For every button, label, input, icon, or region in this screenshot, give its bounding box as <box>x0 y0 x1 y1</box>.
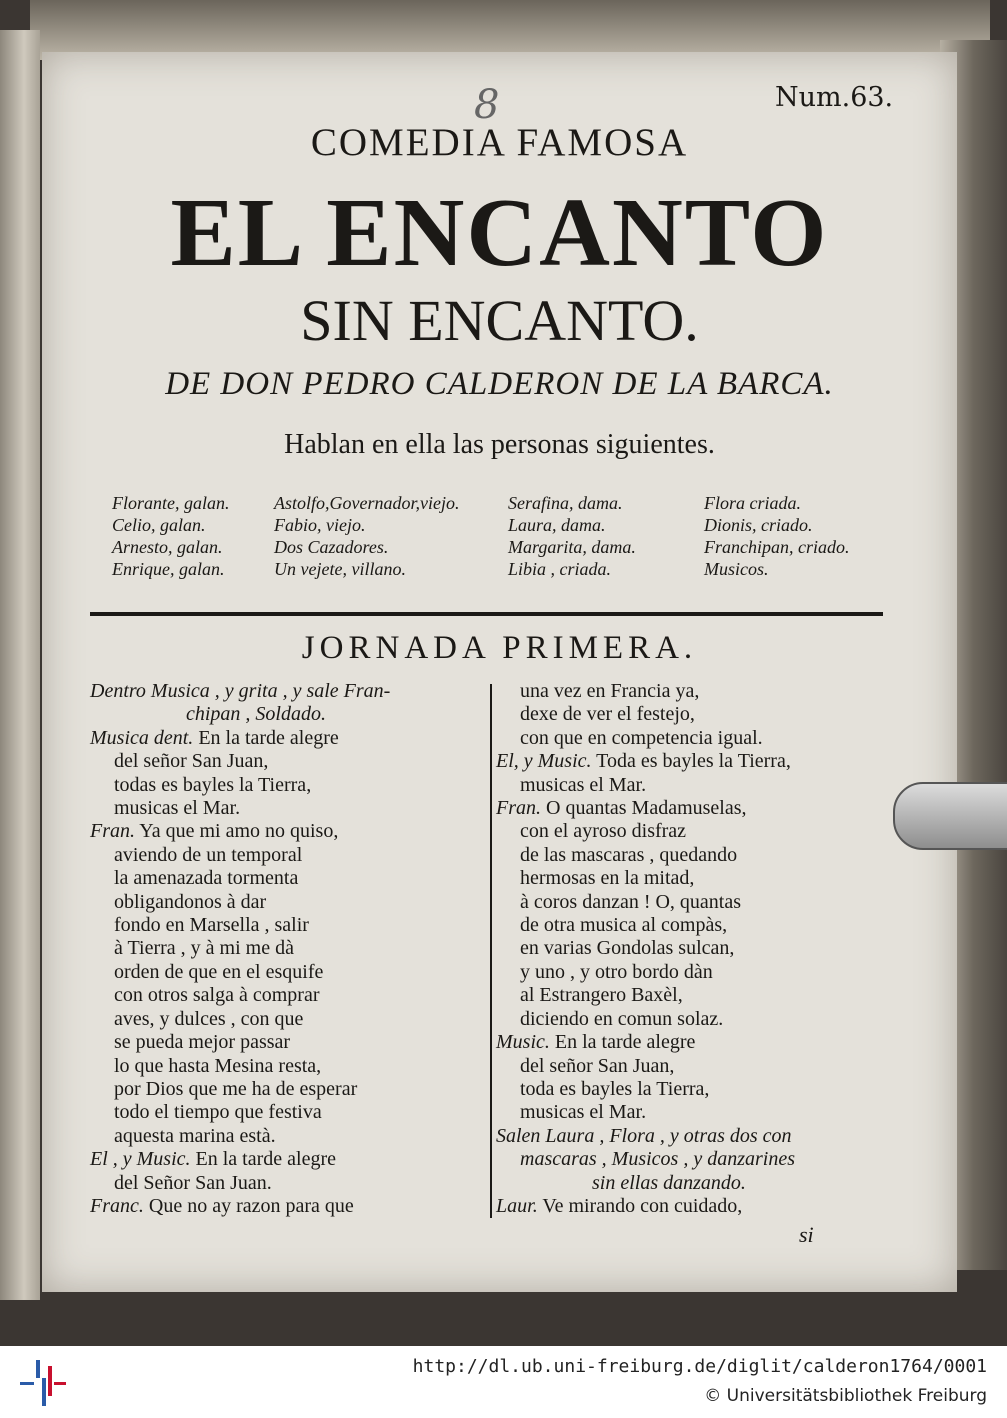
speaker-label: Musica dent. <box>90 726 194 749</box>
speaker-label: Dentro Musica , y grita , y sale Fran- <box>90 680 391 702</box>
verse-text: hermosas en la mitad, <box>520 867 695 890</box>
text-column-right <box>496 680 856 1218</box>
verse-text: En la tarde alegre <box>549 1031 696 1054</box>
verse-text: Ve mirando con cuidado, <box>537 1194 743 1217</box>
verse-text: con el ayroso disfraz <box>520 820 687 843</box>
cast-column <box>112 492 230 580</box>
verse-line <box>496 867 856 890</box>
document-url[interactable]: http://dl.ub.uni-freiburg.de/diglit/calderon1764/0001 <box>412 1356 987 1377</box>
speaker-label: Franc. <box>90 1194 144 1217</box>
speaker-label: Salen Laura , Flora , y otras dos con <box>496 1124 792 1147</box>
verse-line <box>496 774 856 797</box>
cast-entry: Laura, dama. <box>508 515 606 535</box>
speaker-label: Fran. <box>496 797 541 820</box>
verse-text: con que en competencia igual. <box>520 726 763 749</box>
cast-entry: Enrique, galan. <box>112 559 225 579</box>
ub-freiburg-logo-icon <box>16 1360 68 1406</box>
verse-line <box>90 1125 450 1148</box>
verse-text: Toda es bayles la Tierra, <box>591 750 791 773</box>
cast-entry: Fabio, viejo. <box>274 515 366 535</box>
verse-line <box>496 820 856 843</box>
verse-text: del señor San Juan, <box>520 1054 675 1077</box>
verse-line <box>90 797 450 820</box>
verse-line <box>496 891 856 914</box>
speaker-label: Laur. <box>496 1194 538 1217</box>
verse-line <box>496 1172 856 1195</box>
cast-entry: Serafina, dama. <box>508 493 623 513</box>
verse-line <box>496 680 856 703</box>
cast-entry: Un vejete, villano. <box>274 559 406 579</box>
verse-line <box>496 914 856 937</box>
verse-line <box>90 750 450 773</box>
speaker-label: Fran. <box>90 820 135 843</box>
verse-line <box>90 937 450 960</box>
divider-rule <box>90 612 883 616</box>
verse-text: una vez en Francia ya, <box>520 680 700 702</box>
verse-text: aquesta marina està. <box>114 1124 276 1147</box>
verse-text: diciendo en comun solaz. <box>520 1007 724 1030</box>
verse-text: à Tierra , y à mi me dà <box>114 937 294 960</box>
verse-text: del señor San Juan, <box>114 750 269 773</box>
verse-line <box>496 984 856 1007</box>
speaker-label: Music. <box>496 1031 550 1054</box>
verse-text: musicas el Mar. <box>520 1101 647 1124</box>
verse-line <box>90 703 450 726</box>
verse-line <box>496 727 856 750</box>
verse-text: la amenazada tormenta <box>114 867 299 890</box>
verse-line <box>90 961 450 984</box>
verse-line <box>496 1195 856 1218</box>
act-heading: JORNADA PRIMERA. <box>301 630 698 666</box>
verse-line <box>90 984 450 1007</box>
speaker-label: mascaras , Musicos , y danzarines <box>520 1148 795 1171</box>
cast-entry: Margarita, dama. <box>508 537 636 557</box>
title-page <box>42 52 957 1292</box>
verse-text: todas es bayles la Tierra, <box>114 773 312 796</box>
title-line-sub: SIN ENCANTO. <box>300 288 699 353</box>
verse-line <box>496 797 856 820</box>
speaker-label: sin ellas danzando. <box>592 1171 746 1194</box>
author-line: DE DON PEDRO CALDERON DE LA BARCA. <box>165 366 834 402</box>
book-left-leaf <box>0 30 40 1300</box>
verse-text: con otros salga à comprar <box>114 984 320 1007</box>
verse-text: de las mascaras , quedando <box>520 843 738 866</box>
column-divider <box>490 684 492 1218</box>
verse-text: y uno , y otro bordo dàn <box>520 960 713 983</box>
verse-line <box>496 961 856 984</box>
folio-number: Num.63. <box>775 82 894 113</box>
viewer-footer <box>0 1346 1007 1418</box>
title-line-comedia: COMEDIA FAMOSA <box>310 121 689 164</box>
verse-line <box>496 937 856 960</box>
verse-line <box>90 727 450 750</box>
cast-entry: Dionis, criado. <box>704 515 813 535</box>
verse-text: al Estrangero Baxèl, <box>520 984 683 1007</box>
speaker-label: El, y Music. <box>496 750 592 773</box>
persons-heading: Hablan en ella las personas siguientes. <box>284 429 715 460</box>
cast-entry: Franchipan, criado. <box>704 537 850 557</box>
verse-line <box>90 891 450 914</box>
verse-line <box>496 1031 856 1054</box>
verse-line <box>90 1172 450 1195</box>
verse-text: del Señor San Juan. <box>114 1171 272 1194</box>
verse-text: aves, y dulces , con que <box>114 1007 304 1030</box>
verse-line <box>90 1031 450 1054</box>
verse-line <box>496 1055 856 1078</box>
verse-text: en varias Gondolas sulcan, <box>520 937 735 960</box>
verse-text: Ya que mi amo no quiso, <box>135 820 339 843</box>
cast-column <box>704 492 850 580</box>
cast-entry: Libia , criada. <box>508 559 612 579</box>
verse-line <box>496 1008 856 1031</box>
cast-entry: Flora criada. <box>704 493 801 513</box>
verse-line <box>90 1078 450 1101</box>
verse-line <box>90 774 450 797</box>
verse-text: de otra musica al compàs, <box>520 914 728 937</box>
cast-column <box>274 492 459 580</box>
verse-line <box>496 1148 856 1171</box>
verse-line <box>496 1125 856 1148</box>
verse-line <box>90 914 450 937</box>
verse-line <box>90 1148 450 1171</box>
cast-entry: Celio, galan. <box>112 515 206 535</box>
verse-line <box>496 703 856 726</box>
verse-line <box>496 750 856 773</box>
cast-entry: Dos Cazadores. <box>274 537 389 557</box>
verse-line <box>90 1195 450 1218</box>
verse-text: todo el tiempo que festiva <box>114 1101 322 1124</box>
verse-line <box>90 1008 450 1031</box>
verse-text: chipan , Soldado. <box>186 703 326 726</box>
verse-text: musicas el Mar. <box>520 773 647 796</box>
verse-text: O quantas Madamuselas, <box>541 797 747 820</box>
verse-text: Que no ay razon para que <box>143 1194 354 1217</box>
pencil-mark: 8 <box>474 82 500 128</box>
verse-line <box>496 1078 856 1101</box>
verse-line <box>90 1055 450 1078</box>
verse-text: En la tarde alegre <box>190 1148 336 1171</box>
text-column-left <box>90 680 450 1218</box>
cast-entry: Musicos. <box>704 559 769 579</box>
catchword: si <box>799 1222 814 1247</box>
verse-text: aviendo de un temporal <box>114 843 303 866</box>
verse-text: à coros danzan ! O, quantas <box>520 890 742 913</box>
title-line-main: EL ENCANTO <box>170 179 829 287</box>
copyright-notice: © Universitätsbibliothek Freiburg <box>704 1386 987 1406</box>
verse-text: fondo en Marsella , salir <box>114 914 309 937</box>
cast-entry: Astolfo,Governador,viejo. <box>274 493 460 513</box>
cast-column <box>508 492 636 580</box>
verse-text: por Dios que me ha de esperar <box>114 1077 358 1100</box>
verse-text: obligandonos à dar <box>114 890 267 913</box>
speaker-label: El , y Music. <box>90 1148 191 1171</box>
verse-line <box>496 844 856 867</box>
verse-line <box>90 680 450 703</box>
verse-line <box>90 844 450 867</box>
verse-line <box>90 867 450 890</box>
verse-line <box>90 1101 450 1124</box>
cast-entry: Florante, galan. <box>112 493 230 513</box>
verse-text: dexe de ver el festejo, <box>520 703 695 726</box>
book-top-edge <box>30 0 990 60</box>
verse-line <box>496 1101 856 1124</box>
cast-entry: Arnesto, galan. <box>112 537 223 557</box>
verse-text: se pueda mejor passar <box>114 1031 291 1054</box>
verse-text: orden de que en el esquife <box>114 960 324 983</box>
verse-text: musicas el Mar. <box>114 797 241 820</box>
verse-text: En la tarde alegre <box>193 726 339 749</box>
verse-text: lo que hasta Mesina resta, <box>114 1054 322 1077</box>
page-clip <box>893 782 1007 850</box>
verse-text: toda es bayles la Tierra, <box>520 1077 710 1100</box>
verse-line <box>90 820 450 843</box>
